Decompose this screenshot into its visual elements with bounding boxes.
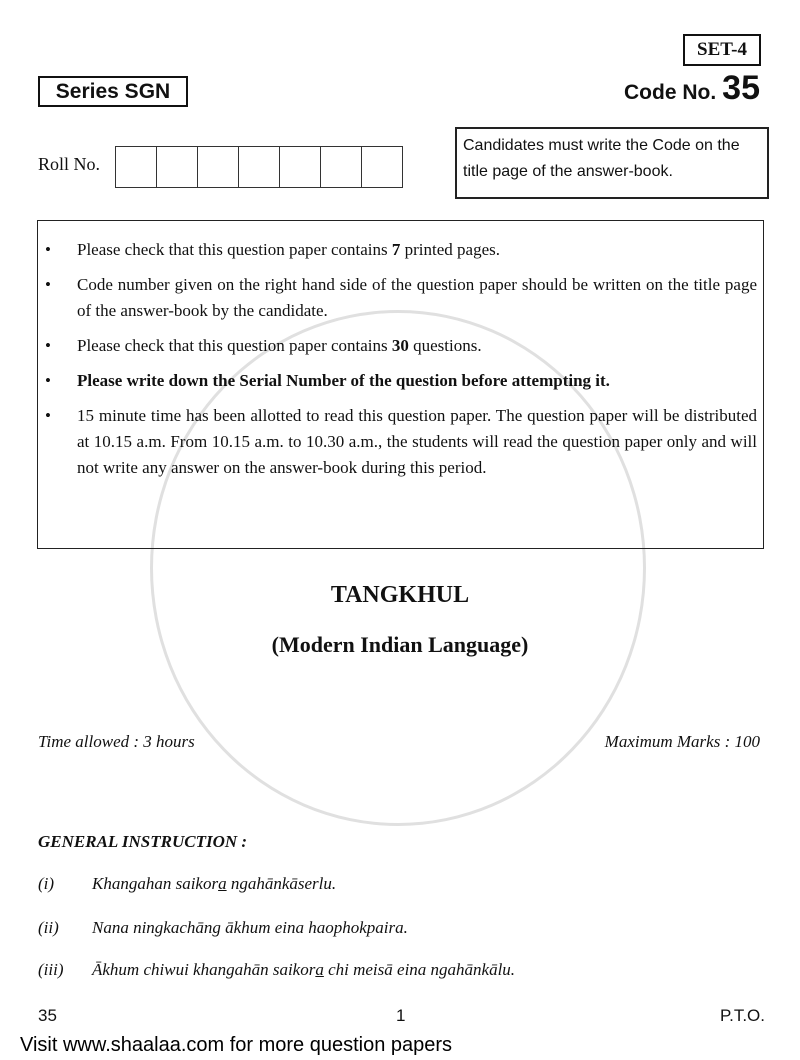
- footer-code: 35: [38, 1006, 57, 1025]
- series-label: Series SGN: [38, 76, 188, 107]
- instruction-item: • Please check that this question paper contains 30 questions.: [45, 336, 482, 355]
- general-item: Khangahan saikora ngahānkāserlu.: [92, 874, 337, 893]
- subject-title: TANGKHUL: [330, 582, 470, 608]
- footer-page-number: 1: [396, 1006, 406, 1025]
- general-item-num: (iii): [38, 960, 64, 979]
- visit-link[interactable]: Visit www.shaalaa.com for more question papers: [20, 1034, 453, 1056]
- instruction-item: • Code number given on the right hand side of the question paper should be written on the title page of the answer-book by the candidate.: [45, 275, 757, 320]
- candidates-note: Candidates must write the Code on the title page of the answer-book.: [455, 127, 769, 199]
- instruction-item: • Please write down the Serial Number of the question before attempting it.: [45, 371, 610, 390]
- code-value: 35: [722, 69, 760, 107]
- roll-label: Roll No.: [38, 154, 101, 174]
- maximum-marks: Maximum Marks : 100: [604, 732, 760, 751]
- instruction-item: • Please check that this question paper contains 7 printed pages.: [45, 240, 500, 259]
- subject-subtitle: (Modern Indian Language): [271, 632, 529, 657]
- instructions-box: [37, 220, 764, 549]
- general-item: Nana ningkachāng ākhum eina haophokpaira.: [92, 918, 408, 937]
- instruction-item: • 15 minute time has been allotted to read this question paper. The question paper will be distributed at 10.15 a.m. From 10.15 a.m. to 10.30 a.m., the students will read the question paper only and will not write any answer on the answer-book during this period.: [45, 406, 757, 477]
- roll-number-boxes[interactable]: [115, 146, 403, 188]
- set-label: SET-4: [683, 34, 761, 66]
- code-label: Code No.: [624, 81, 717, 104]
- general-item: Ākhum chiwui khangahān saikora chi meisā eina ngahānkālu.: [92, 960, 516, 979]
- time-allowed: Time allowed : 3 hours: [38, 732, 195, 751]
- general-instruction-heading: GENERAL INSTRUCTION :: [38, 832, 248, 851]
- general-item-num: (i): [38, 874, 55, 893]
- general-item-num: (ii): [38, 918, 59, 937]
- code-number: [624, 68, 760, 113]
- footer-pto: P.T.O.: [719, 1006, 765, 1025]
